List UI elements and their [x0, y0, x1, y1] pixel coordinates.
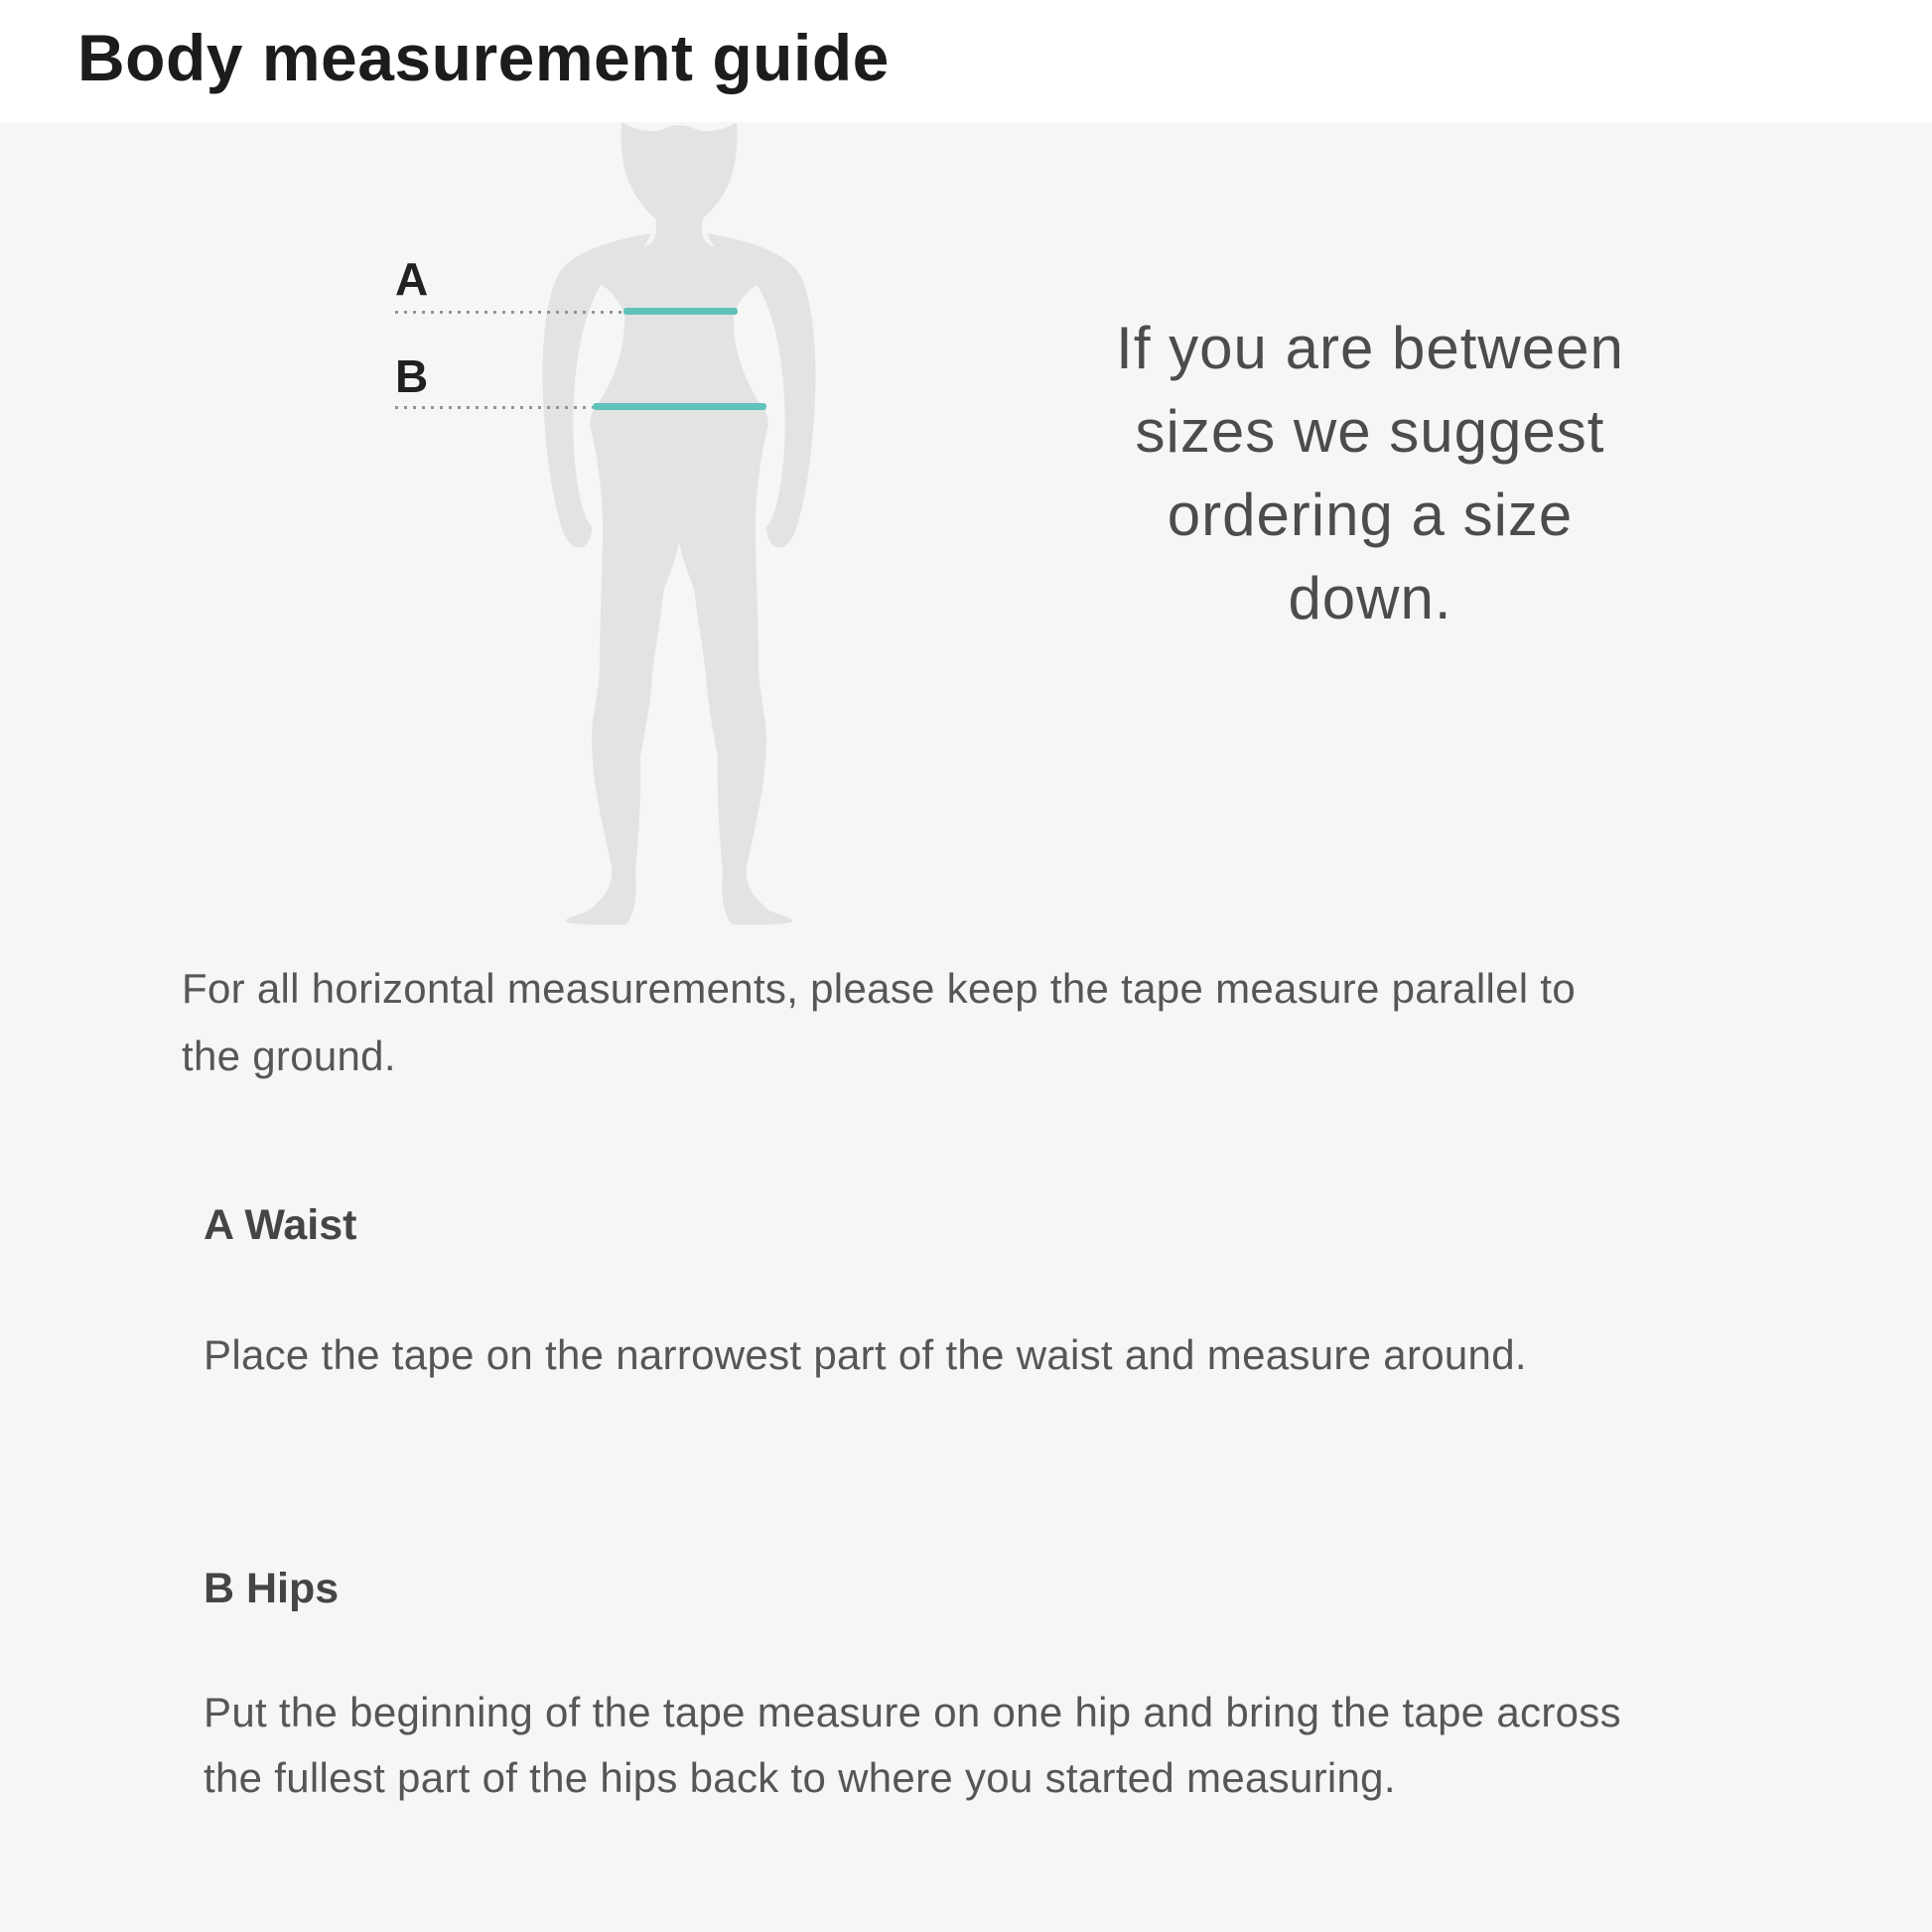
- section-body-waist: [204, 1322, 1852, 1388]
- section-body-waist-line: Place the tape on the narrowest part of the waist and measure around.: [204, 1331, 1527, 1378]
- waist-measure-label: A: [395, 253, 429, 305]
- page-title: Body measurement guide: [77, 21, 890, 94]
- between-sizes-note-line: down.: [1288, 565, 1452, 631]
- section-body-hips-line: the fullest part of the hips back to where you started measuring.: [204, 1754, 1396, 1801]
- hips-tape-line: [593, 403, 766, 410]
- hips-measure-label: B: [395, 350, 429, 402]
- between-sizes-note-line: sizes we suggest: [1135, 398, 1605, 465]
- body-silhouette-illustration: [417, 122, 941, 946]
- hips-dotted-line: [395, 405, 593, 409]
- waist-dotted-line: [395, 310, 623, 314]
- between-sizes-note-line: If you are between: [1116, 315, 1624, 381]
- header-band: [0, 0, 1932, 122]
- between-sizes-note-line: ordering a size: [1167, 482, 1574, 548]
- intro-paragraph-line: For all horizontal measurements, please keep the tape measure parallel to: [182, 965, 1576, 1012]
- section-heading-hips: B Hips: [204, 1565, 340, 1612]
- intro-paragraph-line: the ground.: [182, 1033, 396, 1079]
- intro-paragraph: [182, 955, 1850, 1090]
- between-sizes-note: [1013, 307, 1727, 640]
- section-heading-waist: A Waist: [204, 1201, 357, 1249]
- section-body-hips-line: Put the beginning of the tape measure on one hip and bring the tape across: [204, 1689, 1621, 1735]
- section-body-hips: [204, 1680, 1852, 1811]
- waist-tape-line: [623, 308, 738, 315]
- body-silhouette: [566, 122, 792, 925]
